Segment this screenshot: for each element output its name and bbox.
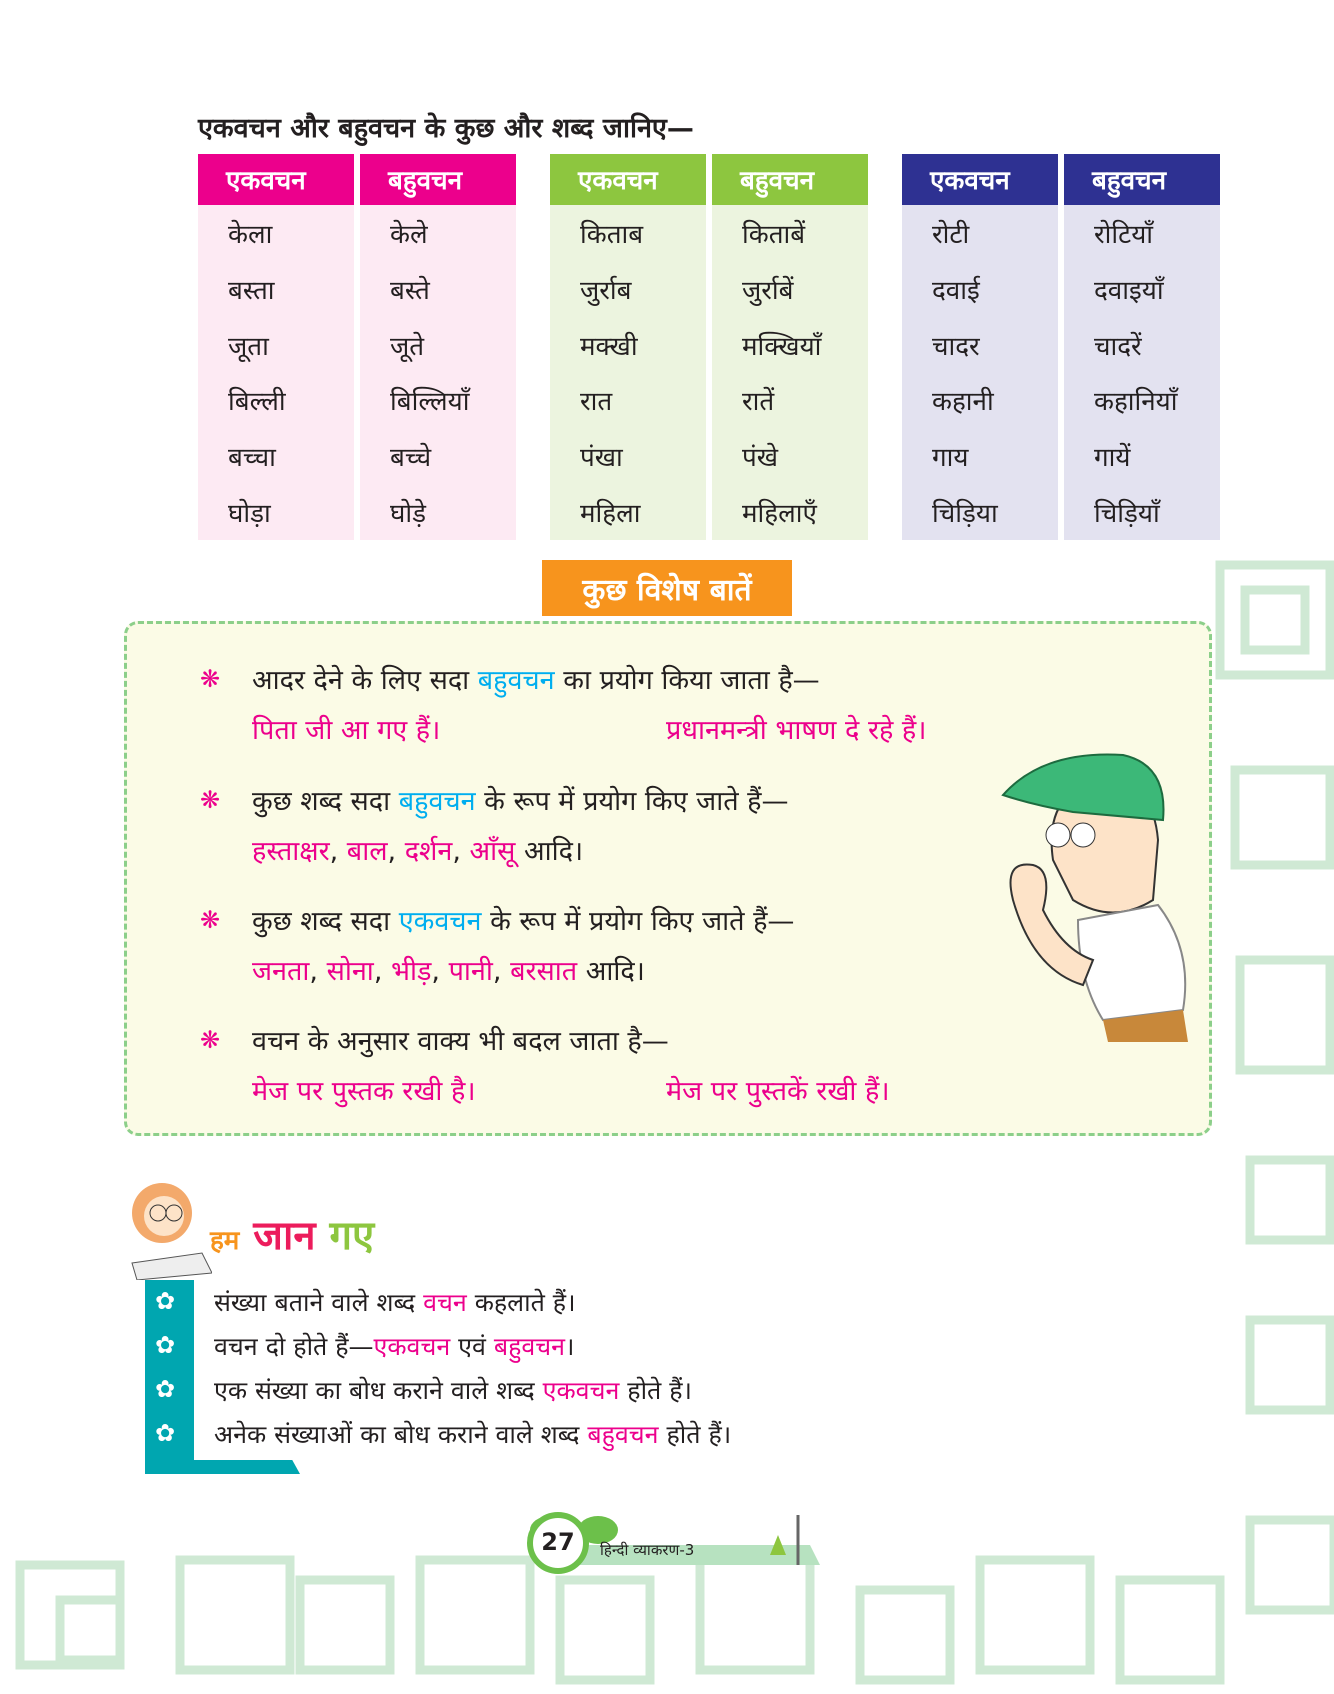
- singular-column: [198, 154, 354, 540]
- word-cell: दवाइयाँ: [1064, 261, 1220, 317]
- singular-column: [550, 154, 706, 540]
- point-4: वचन के अनुसार वाक्य भी बदल जाता है—: [252, 1026, 669, 1057]
- word-cell: महिलाएँ: [712, 484, 868, 540]
- word-cell: गायें: [1064, 428, 1220, 484]
- word-cell: जुर्राबें: [712, 261, 868, 317]
- point-1: आदर देने के लिए सदा बहुवचन का प्रयोग किया जाता है—: [252, 665, 820, 696]
- word-cell: पंखा: [550, 428, 706, 484]
- word-cell: बिल्ली: [198, 372, 354, 428]
- point-4-example-1: मेज पर पुस्तक रखी है।: [252, 1076, 476, 1107]
- word-cell: केले: [360, 205, 516, 261]
- word-cell: जुर्राब: [550, 261, 706, 317]
- word-cell: चिड़ियाँ: [1064, 484, 1220, 540]
- column-header: बहुवचन: [712, 154, 868, 205]
- example-word: हस्ताक्षर: [252, 836, 330, 867]
- bullet-icon: ❋: [200, 906, 221, 934]
- example-word: दर्शन: [404, 836, 453, 867]
- flower-bullet-icon: ✿: [155, 1331, 176, 1359]
- column-header: बहुवचन: [360, 154, 516, 205]
- thinking-boy-illustration: [983, 750, 1199, 1042]
- word-cell: रात: [550, 372, 706, 428]
- word-cell: केला: [198, 205, 354, 261]
- bullet-icon: ❋: [200, 786, 221, 814]
- point-1-example-1: पिता जी आ गए हैं।: [252, 715, 441, 746]
- word-cell: चादर: [902, 317, 1058, 373]
- word-cell: घोड़ा: [198, 484, 354, 540]
- word-cell: बस्ते: [360, 261, 516, 317]
- example-word: भीड़: [390, 956, 432, 987]
- point-2-words: हस्ताक्षर, बाल, दर्शन, आँसू आदि।: [252, 836, 584, 867]
- point-3: कुछ शब्द सदा एकवचन के रूप में प्रयोग किए जाते हैं—: [252, 906, 795, 937]
- word-cell: किताब: [550, 205, 706, 261]
- word-cell: कहानी: [902, 372, 1058, 428]
- point-1-example-2: प्रधानमन्त्री भाषण दे रहे हैं।: [666, 715, 927, 746]
- bullet-icon: ❋: [200, 1026, 221, 1054]
- learned-item: अनेक संख्याओं का बोध कराने वाले शब्द बहुवचन होते हैं।: [214, 1420, 732, 1449]
- example-word: आँसू: [469, 836, 516, 867]
- word-table-3: [902, 154, 1220, 540]
- word-cell: जूता: [198, 317, 354, 373]
- plural-column: [712, 154, 868, 540]
- example-word: सोना: [326, 956, 374, 987]
- column-header: एकवचन: [198, 154, 354, 205]
- word-cell: जूते: [360, 317, 516, 373]
- word-cell: पंखे: [712, 428, 868, 484]
- word-cell: रोटियाँ: [1064, 205, 1220, 261]
- word-cell: बस्ता: [198, 261, 354, 317]
- word-table-1: [198, 154, 516, 540]
- word-cell: बच्चा: [198, 428, 354, 484]
- bullet-icon: ❋: [200, 665, 221, 693]
- learned-heading: हम जान गए: [210, 1213, 375, 1259]
- word-cell: बिल्लियाँ: [360, 372, 516, 428]
- learned-item: संख्या बताने वाले शब्द वचन कहलाते हैं।: [214, 1288, 576, 1317]
- word-table-2: [550, 154, 868, 540]
- plural-column: [1064, 154, 1220, 540]
- word-cell: किताबें: [712, 205, 868, 261]
- word-cell: गाय: [902, 428, 1058, 484]
- example-word: बाल: [346, 836, 388, 867]
- word-cell: रोटी: [902, 205, 1058, 261]
- book-title: हिन्दी व्याकरण-3: [600, 1541, 695, 1559]
- flower-bullet-icon: ✿: [155, 1419, 176, 1447]
- word-cell: चादरें: [1064, 317, 1220, 373]
- example-word: बरसात: [510, 956, 578, 987]
- singular-column: [902, 154, 1058, 540]
- flower-bullet-icon: ✿: [155, 1375, 176, 1403]
- learned-item: वचन दो होते हैं—एकवचन एवं बहुवचन।: [214, 1332, 575, 1361]
- column-header: एकवचन: [902, 154, 1058, 205]
- section-title: एकवचन और बहुवचन के कुछ और शब्द जानिए—: [198, 113, 694, 144]
- example-word: पानी: [448, 956, 493, 987]
- page-number: 27: [541, 1528, 575, 1556]
- word-cell: रातें: [712, 372, 868, 428]
- learned-bottom-bar: [145, 1460, 300, 1474]
- point-4-example-2: मेज पर पुस्तकें रखी हैं।: [666, 1076, 890, 1107]
- word-cell: महिला: [550, 484, 706, 540]
- column-header: बहुवचन: [1064, 154, 1220, 205]
- word-cell: मक्खियाँ: [712, 317, 868, 373]
- point-2: कुछ शब्द सदा बहुवचन के रूप में प्रयोग किए जाते हैं—: [252, 786, 789, 817]
- example-word: जनता: [252, 956, 310, 987]
- special-points-banner: कुछ विशेष बातें: [542, 560, 792, 616]
- word-cell: मक्खी: [550, 317, 706, 373]
- word-cell: घोड़े: [360, 484, 516, 540]
- plural-column: [360, 154, 516, 540]
- girl-reading-illustration: [122, 1178, 212, 1280]
- word-cell: कहानियाँ: [1064, 372, 1220, 428]
- point-3-words: जनता, सोना, भीड़, पानी, बरसात आदि।: [252, 956, 645, 987]
- column-header: एकवचन: [550, 154, 706, 205]
- word-cell: दवाई: [902, 261, 1058, 317]
- learned-item: एक संख्या का बोध कराने वाले शब्द एकवचन होते हैं।: [214, 1376, 692, 1405]
- word-cell: चिड़िया: [902, 484, 1058, 540]
- flower-bullet-icon: ✿: [155, 1287, 176, 1315]
- word-cell: बच्चे: [360, 428, 516, 484]
